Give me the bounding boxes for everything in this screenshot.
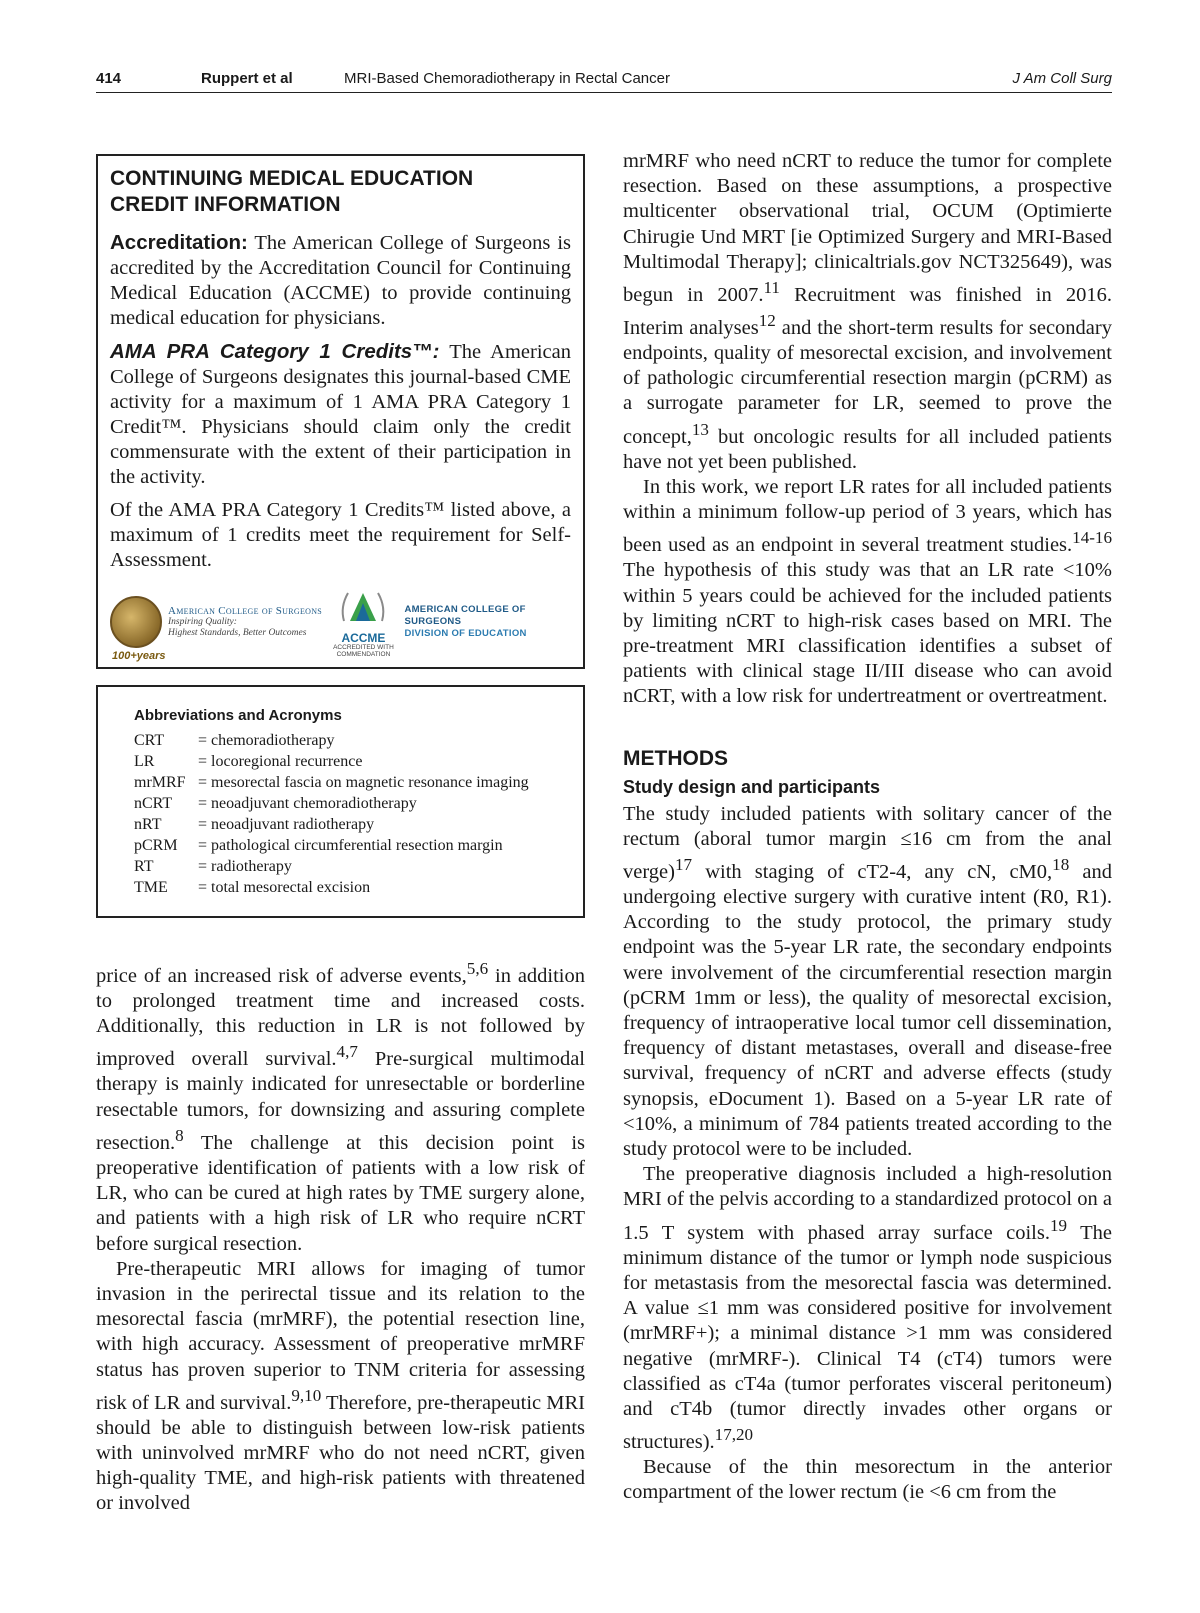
- abbreviation-row: [134, 793, 573, 814]
- journal-name: J Am Coll Surg: [1012, 70, 1112, 87]
- abbreviation-key: LR: [134, 753, 155, 770]
- body-paragraph: price of an increased risk of adverse events,$^{5,6}$ in addition to prolonged treatment time and increased costs. Additionally, this reduction in LR is not followed by improved overall survival.$^{4,7}$ Pre-surgical multimodal therapy is mainly indicated for unresectable or borderline resectable tumors, for downsizing and assuring complete resection.$^8$ The challenge at this decision point is preoperative identification of patients with a low risk of LR, who can be cured at high rates by TME surgery alone, and patients with a high risk of LR who require nCRT before surgical resection.: [96, 959, 586, 1255]
- abbreviation-row: [134, 856, 573, 877]
- cme-title: CONTINUING MEDICAL EDUCATION CREDIT INFORMATION: [110, 167, 474, 216]
- right-column: [623, 149, 1112, 1506]
- running-header: [96, 70, 1112, 93]
- running-authors: Ruppert et al: [201, 70, 293, 87]
- abbreviation-definition: = total mesorectal excision: [198, 879, 371, 896]
- left-column: [96, 154, 585, 1517]
- accreditation-paragraph: Accreditation: The American College of Surgeons is accredited by the Accreditation Council for Continuing Medical Education (ACCME) to provide continuing medical education for physicians.: [110, 231, 571, 329]
- abbreviation-row: [134, 730, 573, 751]
- ama-credit-paragraph: AMA PRA Category 1 Credits™: The American College of Surgeons designates this journal-based CME activity for a maximum of 1 AMA PRA Category 1 Credit™. Physicians should claim only the credit commensurate with the extent of their participation in the activity.: [110, 340, 571, 488]
- abbreviations-box: [96, 685, 585, 918]
- body-paragraph: In this work, we report LR rates for all included patients within a minimum follow-up period of 3 years, which has been used as an endpoint in several treatment studies.$^{14-16}$ The hypothesis of this study was that an LR rate <10% within 5 years could be achieved for the included patients by limiting nCRT to high-risk cases based on MRI. The pre-treatment MRI classification identifies a subset of patients with clinical stage II/III disease who can avoid nCRT, with a low risk for undertreatment or overtreatment.: [623, 475, 1112, 708]
- abbreviation-definition: = pathological circumferential resection margin: [198, 837, 503, 854]
- body-paragraph: The preoperative diagnosis included a high-resolution MRI of the pelvis according to a standardized protocol on a 1.5 T system with phased array surface coils.$^{19}$ The minimum distance of the tumor or lymph node suspicious for metastasis from the mesorectal fascia was determined. A value ≤1 mm was considered positive for involvement (mrMRF+); a minimal distance >1 mm was considered negative (mrMRF-). Clinical T4 (cT4) tumors were classified as cT4a (tumor perforates visceral peritoneum) and cT4b (tumor directly invades other organs or structures).$^{17,20}$: [623, 1163, 1112, 1453]
- abbreviation-definition: = mesorectal fascia on magnetic resonance imaging: [198, 774, 529, 791]
- abbreviation-key: pCRM: [134, 837, 178, 854]
- body-paragraph: The study included patients with solitary cancer of the rectum (aboral tumor margin ≤16 cm from the anal verge)$^{17}$ with staging of cT2-4, any cN, cM0,18 and undergoing elective surgery with curative intent (R0, R1). According to the study protocol, the primary study endpoint was the 5-year LR rate, the secondary endpoints were involvement of the circumferential resection margin (pCRM 1mm or less), the quality of mesorectal excision, frequency of intraoperative local tumor cell dissemination, frequency of distant metastases, overall and disease-free survival, frequency of nCRT and adverse effects (study synopsis, eDocument 1). Based on a 5-year LR rate of <10%, a minimum of 784 patients treated according to the study protocol were to be included.: [623, 802, 1112, 1161]
- abbreviation-definition: = locoregional recurrence: [198, 753, 363, 770]
- acs-logo-text: American College of Surgeons Inspiring Quality: Highest Standards, Better Outcomes: [168, 604, 323, 638]
- running-title: MRI-Based Chemoradiotherapy in Rectal Cancer: [344, 70, 670, 87]
- body-paragraph: Because of the thin mesorectum in the anterior compartment of the lower rectum (ie <6 cm from the: [623, 1456, 1112, 1504]
- abbreviations-title: Abbreviations and Acronyms: [134, 707, 342, 724]
- body-paragraph: mrMRF who need nCRT to reduce the tumor for complete resection. Based on these assumptions, a prospective multicenter observational trial, OCUM (Optimierte Chirugie Und MRT [ie Optimized Surgery and MRI-Based Multimodal Therapy]; clinicaltrials.gov NCT325649), was begun in 2007.11 Recruitment was finished in 2016. Interim analyses$^{12}$ and the short-term results for secondary endpoints, quality of mesorectal excision, and involvement of pathologic circumferential resection margin (pCRM) as a surrogate parameter for LR, seemed to prove the concept,$^{13}$ but oncologic results for all included patients have not yet been published.: [623, 150, 1112, 473]
- abbreviation-definition: = chemoradiotherapy: [198, 732, 335, 749]
- abbreviation-row: [134, 751, 573, 772]
- abbreviation-key: CRT: [134, 732, 165, 749]
- left-body-text: [96, 956, 585, 1517]
- abbreviation-key: nRT: [134, 816, 162, 833]
- accreditation-lead: Accreditation:: [110, 231, 248, 254]
- cme-credit-box: [96, 154, 585, 669]
- page-number: 414: [96, 70, 122, 87]
- abbreviations-list: [134, 730, 573, 898]
- section-heading-methods: METHODS: [623, 746, 728, 770]
- self-assessment-paragraph: Of the AMA PRA Category 1 Credits™ listed above, a maximum of 1 credits meet the requirement for Self-Assessment.: [110, 499, 571, 571]
- accme-logo: ACCME ACCREDITED WITH COMMENDATION: [332, 587, 394, 658]
- cme-logos: [110, 587, 571, 662]
- abbreviation-key: RT: [134, 858, 154, 875]
- acs-seal-logo: 100+years: [110, 596, 162, 648]
- abbreviation-row: [134, 772, 573, 793]
- abbreviation-row: [134, 814, 573, 835]
- subsection-heading-study-design: Study design and participants: [623, 776, 881, 797]
- abbreviation-definition: = neoadjuvant chemoradiotherapy: [198, 795, 417, 812]
- body-paragraph: Pre-therapeutic MRI allows for imaging of tumor invasion in the perirectal tissue and its relation to the mesorectal fascia (mrMRF), the potential resection line, with high accuracy. Assessment of preoperative mrMRF status has proven superior to TNM criteria for assessing risk of LR and survival.$^{9,10}$ Therefore, pre-therapeutic MRI should be able to distinguish between low-risk patients with uninvolved mrMRF who do not need nCRT, given high-quality TME, and high-risk patients with threatened or involved: [96, 1257, 586, 1515]
- abbreviation-definition: = radiotherapy: [198, 858, 292, 875]
- abbreviation-key: mrMRF: [134, 774, 186, 791]
- abbreviation-key: nCRT: [134, 795, 173, 812]
- abbreviation-key: TME: [134, 879, 168, 896]
- abbreviation-row: [134, 877, 573, 898]
- abbreviation-row: [134, 835, 573, 856]
- acs-division-logo: AMERICAN COLLEGE OF SURGEONS DIVISION OF EDUCATION: [404, 604, 527, 639]
- ama-credit-lead: AMA PRA Category 1 Credits™:: [110, 340, 440, 363]
- accme-laurel-icon: [338, 587, 388, 627]
- abbreviation-definition: = neoadjuvant radiotherapy: [198, 816, 375, 833]
